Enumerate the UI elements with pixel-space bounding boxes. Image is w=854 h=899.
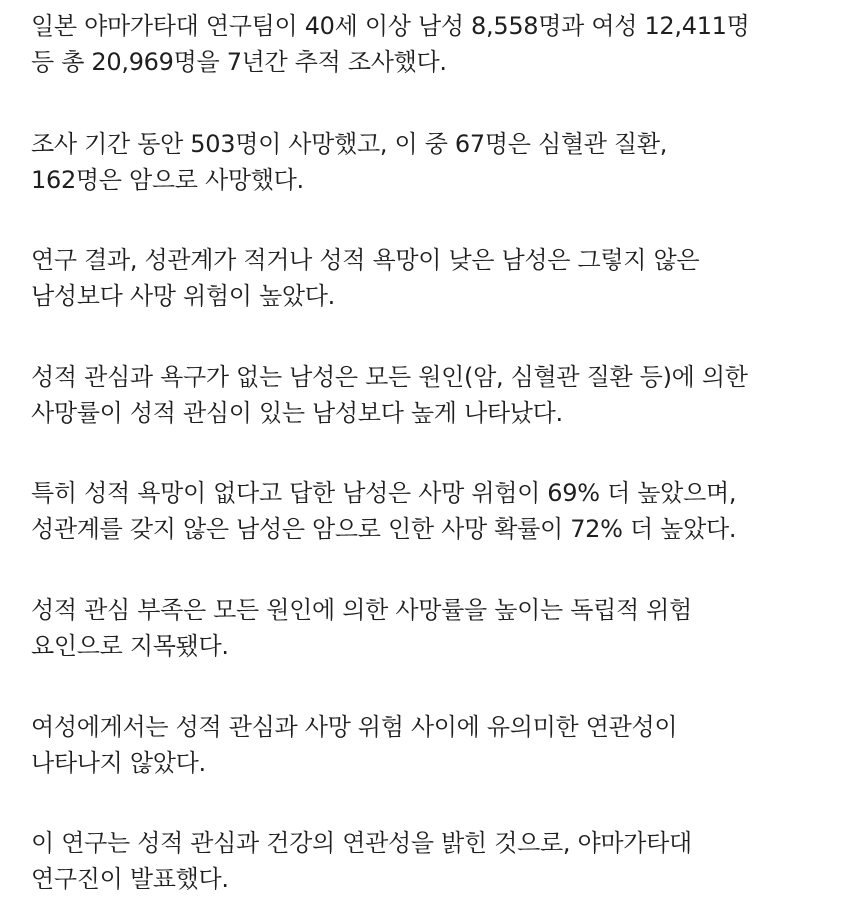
paragraph-women bbox=[31, 709, 677, 781]
paragraph-mortality-rate bbox=[31, 359, 748, 431]
text-line: 여성에게서는 성적 관심과 사망 위험 사이에 유의미한 연관성이 bbox=[31, 713, 678, 741]
text-line: 등 총 20,969명을 7년간 추적 조사했다. bbox=[31, 48, 447, 76]
text-line: 162명은 암으로 사망했다. bbox=[31, 166, 304, 194]
text-line: 사망률이 성적 관심이 있는 남성보다 높게 나타났다. bbox=[31, 399, 563, 427]
text-line: 남성보다 사망 위험이 높았다. bbox=[31, 282, 335, 310]
text-line: 요인으로 지목됐다. bbox=[31, 632, 229, 660]
paragraph-deaths bbox=[31, 126, 667, 198]
text-line: 연구진이 발표했다. bbox=[31, 865, 229, 893]
text-line: 일본 야마가타대 연구팀이 40세 이상 남성 8,558명과 여성 12,411명 bbox=[31, 12, 750, 40]
paragraph-results bbox=[31, 242, 699, 314]
paragraph-risk-factor bbox=[31, 592, 692, 664]
text-line: 특히 성적 욕망이 없다고 답한 남성은 사망 위험이 69% 더 높았으며, bbox=[31, 479, 737, 507]
text-line: 성적 관심과 욕구가 없는 남성은 모든 원인(암, 심혈관 질환 등)에 의한 bbox=[31, 363, 748, 391]
paragraph-risk-figures bbox=[31, 475, 736, 547]
paragraph-study-overview bbox=[31, 8, 750, 80]
text-line: 나타나지 않았다. bbox=[31, 749, 206, 777]
text-line: 연구 결과, 성관계가 적거나 성적 욕망이 낮은 남성은 그렇지 않은 bbox=[31, 246, 700, 274]
text-line: 조사 기간 동안 503명이 사망했고, 이 중 67명은 심혈관 질환, bbox=[31, 130, 668, 158]
text-line: 성관계를 갖지 않은 남성은 암으로 인한 사망 확률이 72% 더 높았다. bbox=[31, 515, 737, 543]
text-line: 이 연구는 성적 관심과 건강의 연관성을 밝힌 것으로, 야마가타대 bbox=[31, 829, 692, 857]
text-line: 성적 관심 부족은 모든 원인에 의한 사망률을 높이는 독립적 위험 bbox=[31, 596, 692, 624]
paragraph-conclusion bbox=[31, 825, 692, 897]
